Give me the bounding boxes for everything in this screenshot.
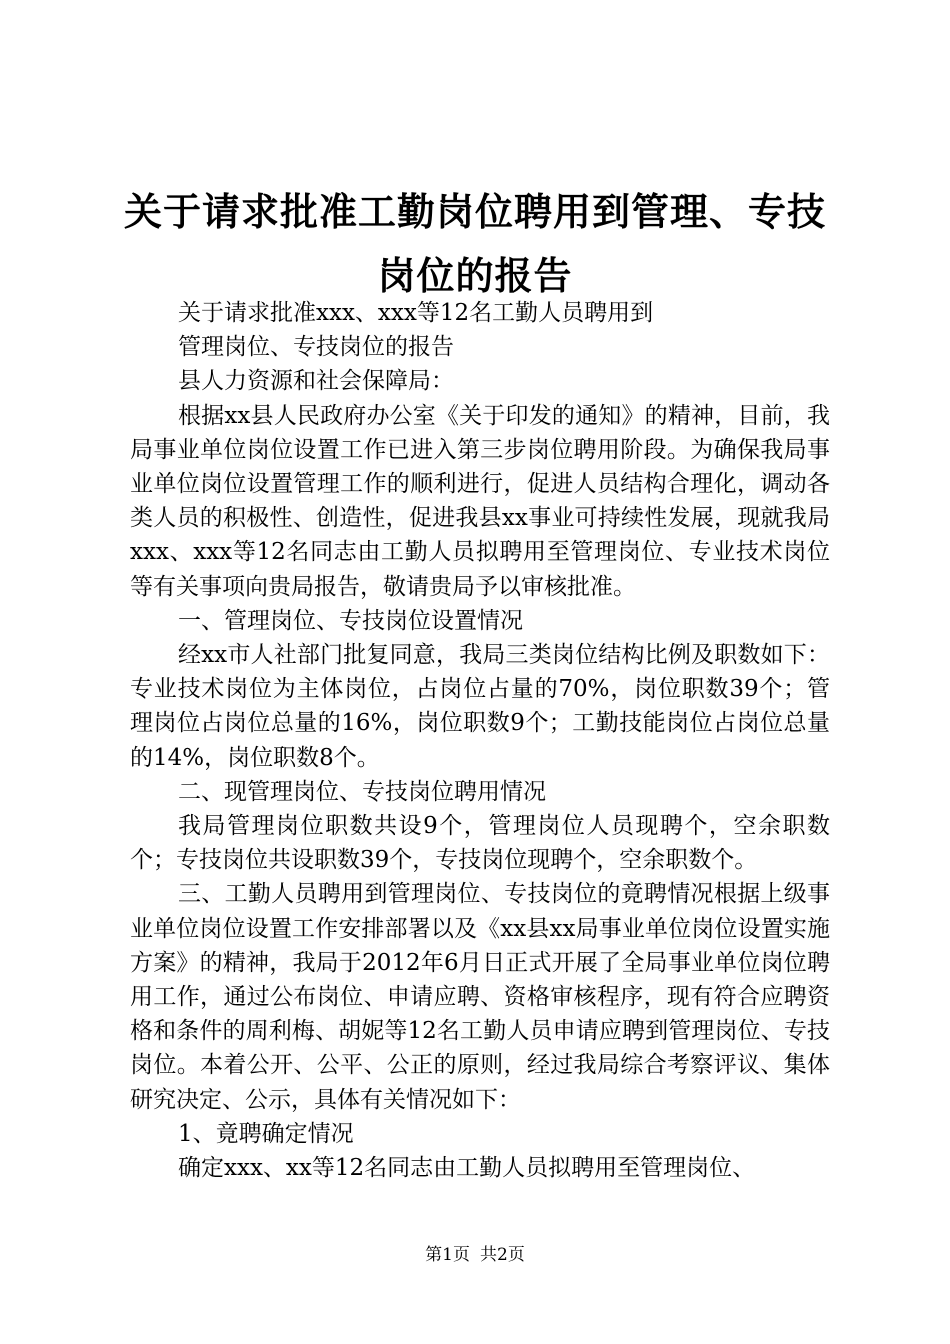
section-heading-2: 二、现管理岗位、专技岗位聘用情况 [178, 778, 546, 805]
subsection-heading-1: 1、竟聘确定情况 [178, 1120, 354, 1147]
document-body [130, 296, 830, 1185]
page-footer [0, 1243, 950, 1267]
paragraph-heading-line-1: 关于请求批准xxx、xxx等12名工勤人员聘用到 [178, 300, 654, 326]
page-number: 第1页 [425, 1245, 470, 1265]
paragraph-heading-line-2: 管理岗位、专技岗位的报告 [178, 334, 454, 361]
page-total: 共2页 [480, 1245, 525, 1265]
paragraph-subsection-1: 确定xxx、xx等12名同志由工勤人员拟聘用至管理岗位、 [178, 1155, 756, 1182]
paragraph-section-3: 三、工勤人员聘用到管理岗位、专技岗位的竟聘情况根据上级事业单位岗位设置工作安排部署以及《xx县xx局事业单位岗位设置实施方案》的精神，我局于2012年6月日正式开展了全局事业单位岗位聘用工作，通过公布岗位、申请应聘、资格审核程序，现有符合应聘资格和条件的周利梅、胡妮等12名工勤人员申请应聘到管理岗位、专技岗位。本着公开、公平、公正的原则，经过我局综合考察评议、集体研究决定、公示，具体有关情况如下： [130, 881, 830, 1113]
paragraph-introduction: 根据xx县人民政府办公室《关于印发的通知》的精神，目前，我局事业单位岗位设置工作已进入第三步岗位聘用阶段。为确保我局事业单位岗位设置管理工作的顺利进行，促进人员结构合理化，调动各类人员的积极性、创造性，促进我县xx事业可持续性发展，现就我局xxx、xxx等12名同志由工勤人员拟聘用至管理岗位、专业技术岗位等有关事项向贵局报告，敬请贵局予以审核批准。 [130, 402, 830, 600]
paragraph-section-2: 我局管理岗位职数共设9个，管理岗位人员现聘个，空余职数个；专技岗位共设职数39个，专技岗位现聘个，空余职数个。 [130, 813, 830, 874]
section-heading-1: 一、管理岗位、专技岗位设置情况 [178, 607, 523, 634]
paragraph-section-1: 经xx市人社部门批复同意，我局三类岗位结构比例及职数如下：专业技术岗位为主体岗位，占岗位占量的70%，岗位职数39个；管理岗位占岗位总量的16%，岗位职数9个；工勤技能岗位占岗位总量的14%，岗位职数8个。 [130, 642, 830, 771]
paragraph-addressee: 县人力资源和社会保障局： [178, 368, 454, 395]
document-title: 关于请求批准工勤岗位聘用到管理、专技岗位的报告 [123, 190, 826, 298]
